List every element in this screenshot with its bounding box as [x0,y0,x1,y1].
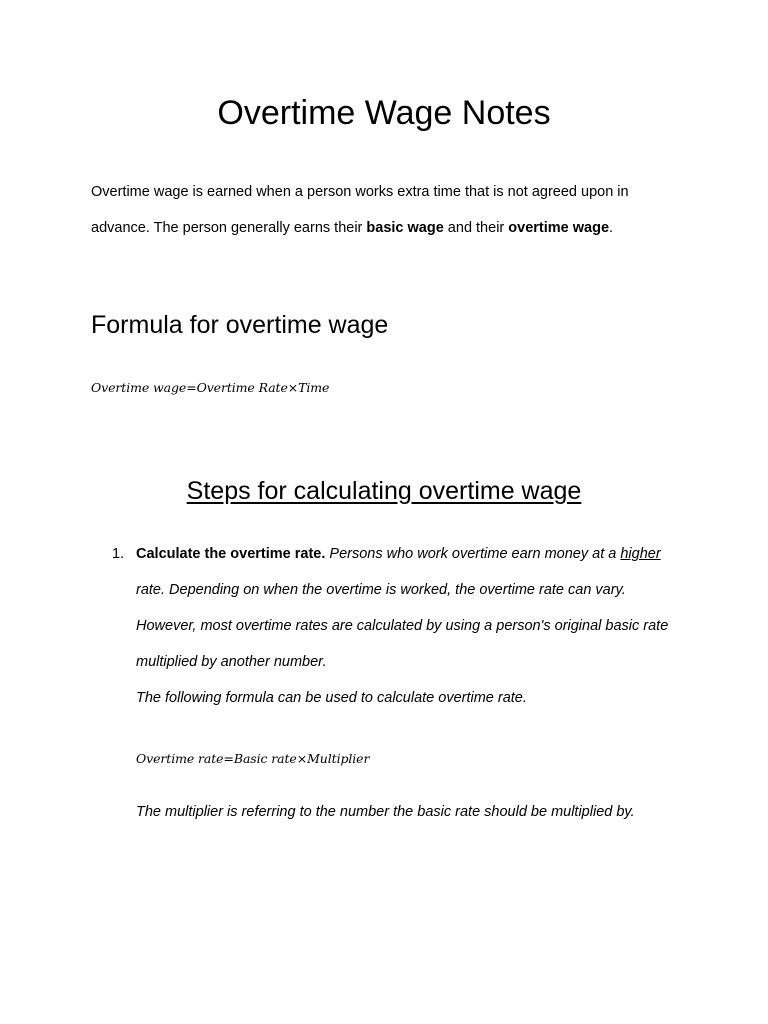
page-title: Overtime Wage Notes [217,94,551,132]
multiplier-note: The multiplier is referring to the number the basic rate should be multiplied by. [136,804,635,820]
overtime-wage-formula [91,380,329,395]
step-number: 1. [112,546,125,562]
intro-bold-basic-wage: basic wage [366,220,444,236]
formula2-equals: = [223,751,234,766]
intro-text-3: . [609,220,614,236]
intro-bold-overtime-wage: overtime wage [508,220,610,236]
intro-text-1: Overtime wage is earned when a person works extra time that is not agreed upon in advance. The person generally earns their [91,184,629,236]
step-1-bold: Calculate the overtime rate. [136,546,326,562]
formula-term-b: Time [298,380,330,395]
overtime-rate-formula [136,751,369,766]
intro-paragraph [91,174,691,246]
formula2-lhs: Overtime rate [136,751,224,766]
formula2-term-b: Multiplier [307,751,370,766]
formula-term-a: Overtime Rate [196,380,288,395]
formula-equals: = [186,380,197,395]
formula2-term-a: Basic rate [233,751,297,766]
step-1-underlined: higher [620,546,661,562]
formula-heading: Formula for overtime wage [91,311,389,339]
formula-lhs: Overtime wage [91,380,187,395]
step-1-following-text: The following formula can be used to calculate overtime rate. [136,690,527,706]
intro-text-2: and their [443,220,509,236]
steps-heading: Steps for calculating overtime wage [186,477,582,505]
formula2-times: × [296,751,308,766]
step-1-text-1: Persons who work overtime earn money at a [325,546,621,562]
step-1-paragraph [136,536,676,680]
formula-times: × [287,380,299,395]
step-1-text-2: rate. Depending on when the overtime is worked, the overtime rate can vary. However, most overtime rates are calculated by using a person's original basic rate multiplied by another number. [136,582,669,670]
